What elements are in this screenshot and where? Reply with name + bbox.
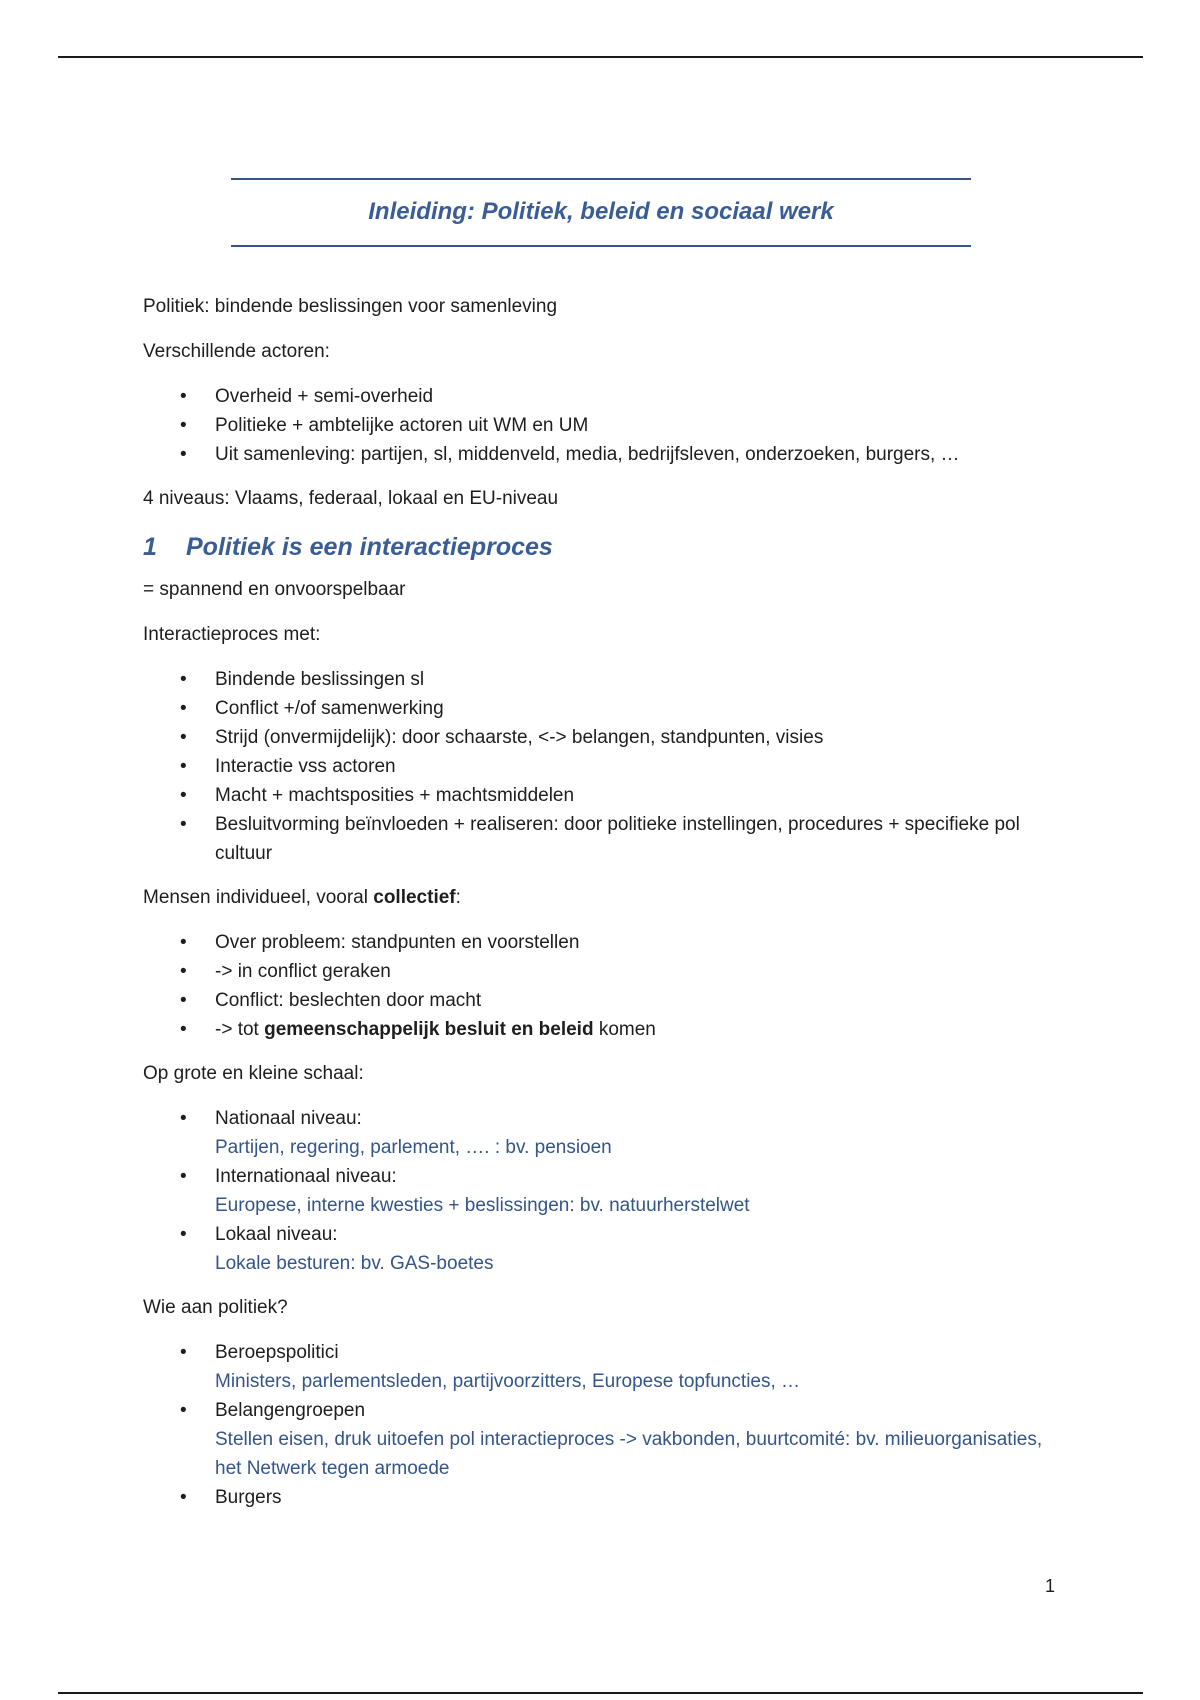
- list-item: • Over probleem: standpunten en voorstellen: [215, 928, 1063, 957]
- title-block: [231, 178, 971, 247]
- list-item: • Besluitvorming beïnvloeden + realiseren: door politieke instellingen, procedures + specifieke pol cultuur: [215, 810, 1063, 868]
- item-detail: Europese, interne kwesties + beslissingen: bv. natuurherstelwet: [215, 1195, 750, 1216]
- list-item: [215, 1220, 1063, 1278]
- list-item: [215, 1483, 1063, 1512]
- top-rule: [58, 56, 1143, 58]
- item-detail: Stellen eisen, druk uitoefen pol interactieproces -> vakbonden, buurtcomité: bv. milieuorganisaties, het Netwerk tegen armoede: [215, 1429, 1043, 1479]
- list-item: • Strijd (onvermijdelijk): door schaarste, <-> belangen, standpunten, visies: [215, 723, 1063, 752]
- document-body: [143, 293, 1063, 1528]
- list-item: • -> in conflict geraken: [215, 957, 1063, 986]
- schaal-label: Op grote en kleine schaal:: [143, 1063, 364, 1084]
- page-number: 1: [1045, 1576, 1056, 1596]
- item-detail: Ministers, parlementsleden, partijvoorzitters, Europese topfuncties, …: [215, 1371, 801, 1392]
- wie-label: Wie aan politiek?: [143, 1297, 288, 1318]
- section-number: 1: [143, 533, 157, 561]
- schaal-list: [143, 1104, 1063, 1278]
- mensen-colon: :: [455, 887, 461, 908]
- list-item: [215, 1015, 1063, 1044]
- document-title: Inleiding: Politiek, beleid en sociaal werk: [368, 198, 834, 225]
- title-rule-bottom: [231, 245, 971, 247]
- item-detail: Partijen, regering, parlement, …. : bv. pensioen: [215, 1137, 612, 1158]
- list-item: • Conflict: beslechten door macht: [215, 986, 1063, 1015]
- item-detail: Lokale besturen: bv. GAS-boetes: [215, 1253, 494, 1274]
- wie-list: [143, 1338, 1063, 1512]
- interactie-label: Interactieproces met:: [143, 624, 321, 645]
- list-item: [215, 1338, 1063, 1396]
- item-label: Lokaal niveau:: [215, 1224, 338, 1245]
- list-item: • Macht + machtsposities + machtsmiddelen: [215, 781, 1063, 810]
- mensen-list: [143, 928, 1063, 1044]
- item-label: Belangengroepen: [215, 1400, 366, 1421]
- actoren-label: Verschillende actoren:: [143, 341, 330, 362]
- mensen-bold: collectief: [373, 887, 456, 908]
- list-item: • Bindende beslissingen sl: [215, 665, 1063, 694]
- list-item: [215, 1162, 1063, 1220]
- item-label: Burgers: [215, 1487, 282, 1508]
- list-item: • Politieke + ambtelijke actoren uit WM en UM: [215, 411, 1063, 440]
- list-item: • Conflict +/of samenwerking: [215, 694, 1063, 723]
- bottom-rule: [58, 1692, 1143, 1694]
- niveaus-paragraph: 4 niveaus: Vlaams, federaal, lokaal en EU-niveau: [143, 488, 559, 509]
- list-item: • Interactie vss actoren: [215, 752, 1063, 781]
- mensen-paragraph: [143, 884, 1063, 912]
- mensen-text: Mensen individueel, vooral: [143, 887, 374, 908]
- section-heading: [143, 530, 1063, 564]
- mensen-last-post: komen: [593, 1019, 656, 1040]
- actoren-list: [143, 382, 1063, 469]
- item-label: Beroepspolitici: [215, 1342, 339, 1363]
- list-item: • Uit samenleving: partijen, sl, middenveld, media, bedrijfsleven, onderzoeken, burgers, …: [215, 440, 1063, 469]
- intro-paragraph: Politiek: bindende beslissingen voor samenleving: [143, 296, 558, 317]
- list-item: [215, 1396, 1063, 1483]
- section-title: Politiek is een interactieproces: [186, 533, 553, 561]
- section-intro: = spannend en onvoorspelbaar: [143, 579, 406, 600]
- item-label: Internationaal niveau:: [215, 1166, 397, 1187]
- list-item: • Overheid + semi-overheid: [215, 382, 1063, 411]
- mensen-last-pre: -> tot: [215, 1019, 265, 1040]
- mensen-last-bold: gemeenschappelijk besluit en beleid: [264, 1019, 594, 1040]
- interactie-list: [143, 665, 1063, 868]
- list-item: [215, 1104, 1063, 1162]
- item-label: Nationaal niveau:: [215, 1108, 362, 1129]
